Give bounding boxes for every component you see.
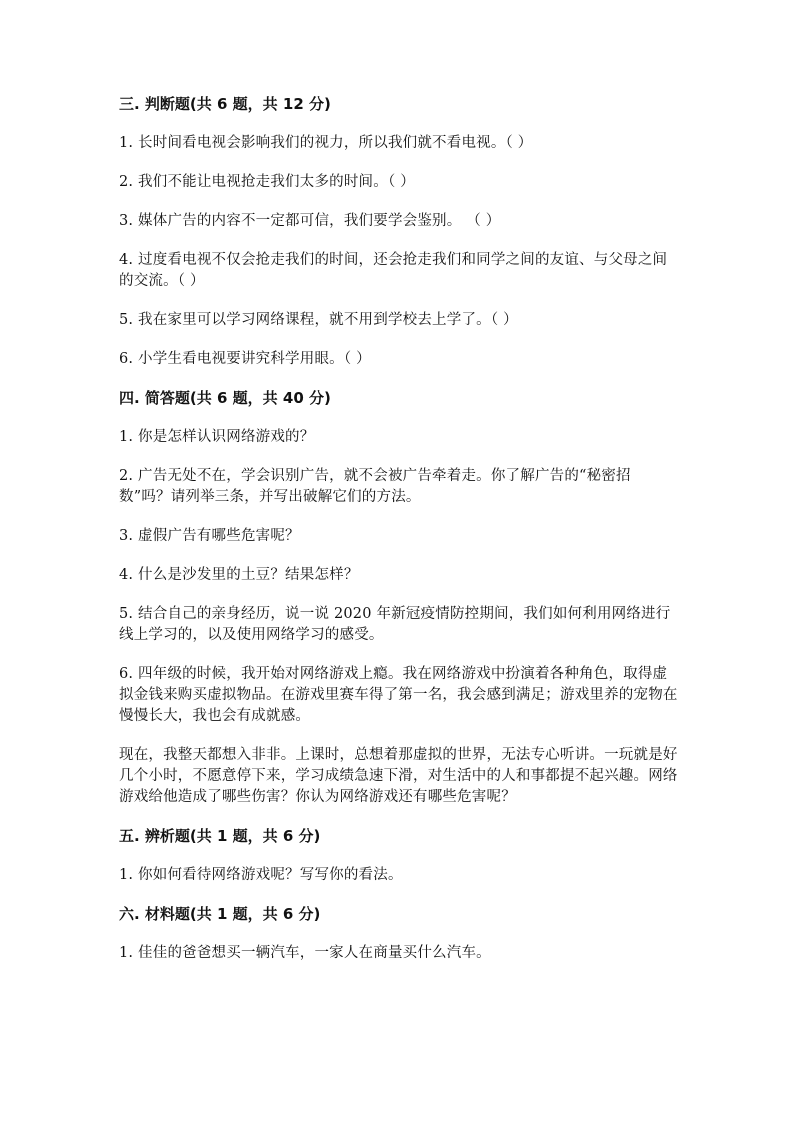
short-answer-question-2: 2. 广告无处不在，学会识别广告，就不会被广告牵着走。你了解广告的“秘密招数”吗？请列举三条，并写出破解它们的方法。 — [119, 468, 631, 505]
judgement-question-6: 6. 小学生看电视要讲究科学用眼。（ ） — [119, 351, 371, 367]
judgement-question-1: 1. 长时间看电视会影响我们的视力，所以我们就不看电视。（ ） — [119, 135, 533, 151]
section-title-material: 六. 材料题(共 1 题，共 6 分) — [119, 905, 321, 923]
judgement-question-5: 5. 我在家里可以学习网络课程，就不用到学校去上学了。（ ） — [119, 312, 518, 328]
exam-page — [119, 93, 679, 964]
analysis-question-1: 1. 你如何看待网络游戏呢？写写你的看法。 — [119, 867, 403, 883]
judgement-question-2: 2. 我们不能让电视抢走我们太多的时间。（ ） — [119, 174, 415, 190]
section-title-short-answer: 四. 简答题(共 6 题，共 40 分) — [119, 389, 331, 407]
material-question-1: 1. 佳佳的爸爸想买一辆汽车，一家人在商量买什么汽车。 — [119, 945, 491, 961]
short-answer-question-4: 4. 什么是沙发里的土豆？结果怎样？ — [119, 567, 359, 583]
judgement-question-3: 3. 媒体广告的内容不一定都可信，我们要学会鉴别。 （ ） — [119, 213, 501, 229]
short-answer-question-6: 6. 四年级的时候，我开始对网络游戏上瘾。我在网络游戏中扮演着各种角色，取得虚拟金钱来购买虚拟物品。在游戏里赛车得了第一名，我会感到满足；游戏里养的宠物在慢慢长大，我也会有成就感。 — [119, 666, 678, 724]
judgement-question-4: 4. 过度看电视不仅会抢走我们的时间，还会抢走我们和同学之间的友谊、与父母之间的交流。（ ） — [119, 252, 668, 289]
short-answer-question-3: 3. 虚假广告有哪些危害呢？ — [119, 528, 300, 544]
short-answer-question-6-continued: 现在，我整天都想入非非。上课时，总想着那虚拟的世界，无法专心听讲。一玩就是好几个小时，不愿意停下来，学习成绩急速下滑，对生活中的人和事都提不起兴趣。网络游戏给他造成了哪些伤害？你认为网络游戏还有哪些危害呢？ — [119, 747, 678, 805]
short-answer-question-5: 5. 结合自己的亲身经历，说一说 2020 年新冠疫情防控期间，我们如何利用网络进行线上学习的，以及使用网络学习的感受。 — [119, 606, 671, 643]
section-title-judgement: 三. 判断题(共 6 题，共 12 分) — [119, 95, 331, 113]
section-title-analysis: 五. 辨析题(共 1 题，共 6 分) — [119, 827, 321, 845]
short-answer-question-1: 1. 你是怎样认识网络游戏的？ — [119, 429, 315, 445]
